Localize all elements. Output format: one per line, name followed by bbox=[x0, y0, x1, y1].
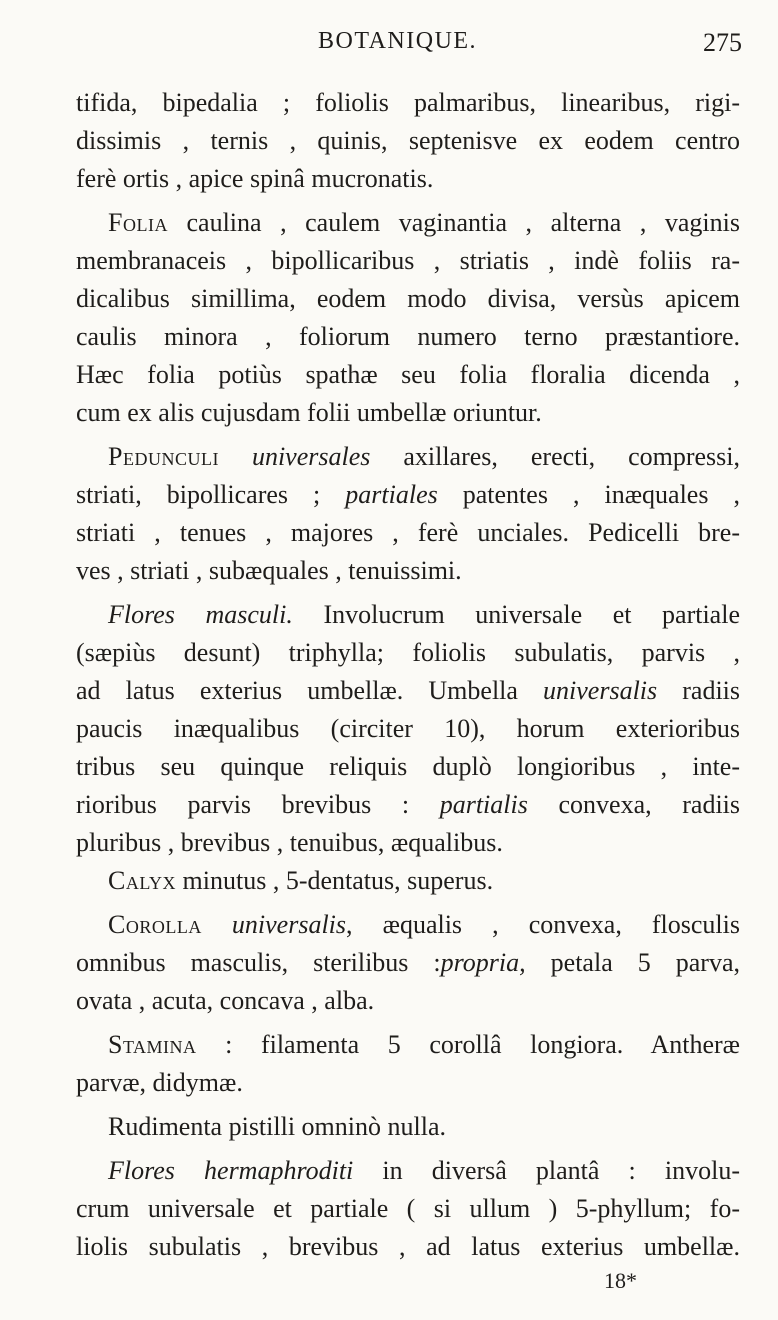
section-term: Pedunculi bbox=[108, 442, 219, 471]
text-line: caulis minora , foliorum numero terno præstantiore. bbox=[76, 322, 740, 351]
page-header bbox=[0, 24, 778, 64]
text-line: striati, bipollicares ; partiales patentes , inæquales , bbox=[76, 480, 740, 509]
text-line: ves , striati , subæquales , tenuissimi. bbox=[76, 556, 462, 585]
section-term: Stamina bbox=[108, 1030, 197, 1059]
text-line: dicalibus simillima, eodem modo divisa, versùs apicem bbox=[76, 284, 740, 313]
text-line: paucis inæqualibus (circiter 10), horum exterioribus bbox=[76, 714, 740, 743]
section-term: Corolla bbox=[108, 910, 202, 939]
paragraph-folia: Folia caulina , caulem vaginantia , alterna , vaginis bbox=[108, 208, 740, 237]
text-line: pluribus , brevibus , tenuibus, æqualibus. bbox=[76, 828, 503, 857]
running-head: BOTANIQUE. bbox=[318, 28, 478, 54]
text-line: Hæc folia potiùs spathæ seu folia floralia dicenda , bbox=[76, 360, 740, 389]
signature-mark: 18* bbox=[604, 1268, 637, 1293]
paragraph-corolla: Corolla universalis, æqualis , convexa, flosculis bbox=[108, 910, 740, 939]
text-line: cum ex alis cujusdam folii umbellæ oriuntur. bbox=[76, 398, 542, 427]
page-number: 275 bbox=[703, 28, 742, 57]
paragraph-pedunculi: Pedunculi universales axillares, erecti, compressi, bbox=[108, 442, 741, 471]
paragraph-flores-hermaphroditi: Flores hermaphroditi in diversâ plantâ : involu- bbox=[108, 1156, 740, 1185]
paragraph-rudimenta: Rudimenta pistilli omninò nulla. bbox=[108, 1112, 446, 1141]
text-line: membranaceis , bipollicaribus , striatis , indè foliis ra- bbox=[76, 246, 740, 275]
paragraph-stamina: Stamina : filamenta 5 corollâ longiora. Antheræ bbox=[108, 1030, 740, 1059]
section-term: Flores hermaphroditi bbox=[108, 1156, 354, 1185]
text-line: crum universale et partiale ( si ullum ) 5-phyllum; fo- bbox=[76, 1194, 740, 1223]
paragraph-calyx: Calyx minutus , 5-dentatus, superus. bbox=[108, 866, 494, 895]
paragraph-flores-masculi: Flores masculi. Involucrum universale et partiale bbox=[108, 600, 740, 629]
text-line: ovata , acuta, concava , alba. bbox=[76, 986, 375, 1015]
text-line: ad latus exterius umbellæ. Umbella universalis radiis bbox=[76, 676, 741, 705]
text-line: tribus seu quinque reliquis duplò longioribus , inte- bbox=[76, 752, 740, 781]
text-line: ferè ortis , apice spinâ mucronatis. bbox=[76, 164, 434, 193]
text-body bbox=[76, 84, 740, 1266]
section-term: Calyx bbox=[108, 866, 177, 895]
text-line: liolis subulatis , brevibus , ad latus exterius umbellæ. bbox=[76, 1232, 740, 1261]
text-line: rioribus parvis brevibus : partialis convexa, radiis bbox=[76, 790, 741, 819]
text-line: tifida, bipedalia ; foliolis palmaribus, linearibus, rigi- bbox=[76, 88, 740, 117]
text-line: dissimis , ternis , quinis, septenisve ex eodem centro bbox=[76, 126, 740, 155]
text-line: striati , tenues , majores , ferè unciales. Pedicelli bre- bbox=[76, 518, 740, 547]
text-line: parvæ, didymæ. bbox=[76, 1068, 243, 1097]
text-line: omnibus masculis, sterilibus :propria, petala 5 parva, bbox=[76, 948, 741, 977]
section-term: Folia bbox=[108, 208, 168, 237]
section-term: Flores masculi. bbox=[108, 600, 293, 629]
text-line: (sæpiùs desunt) triphylla; foliolis subulatis, parvis , bbox=[76, 638, 740, 667]
